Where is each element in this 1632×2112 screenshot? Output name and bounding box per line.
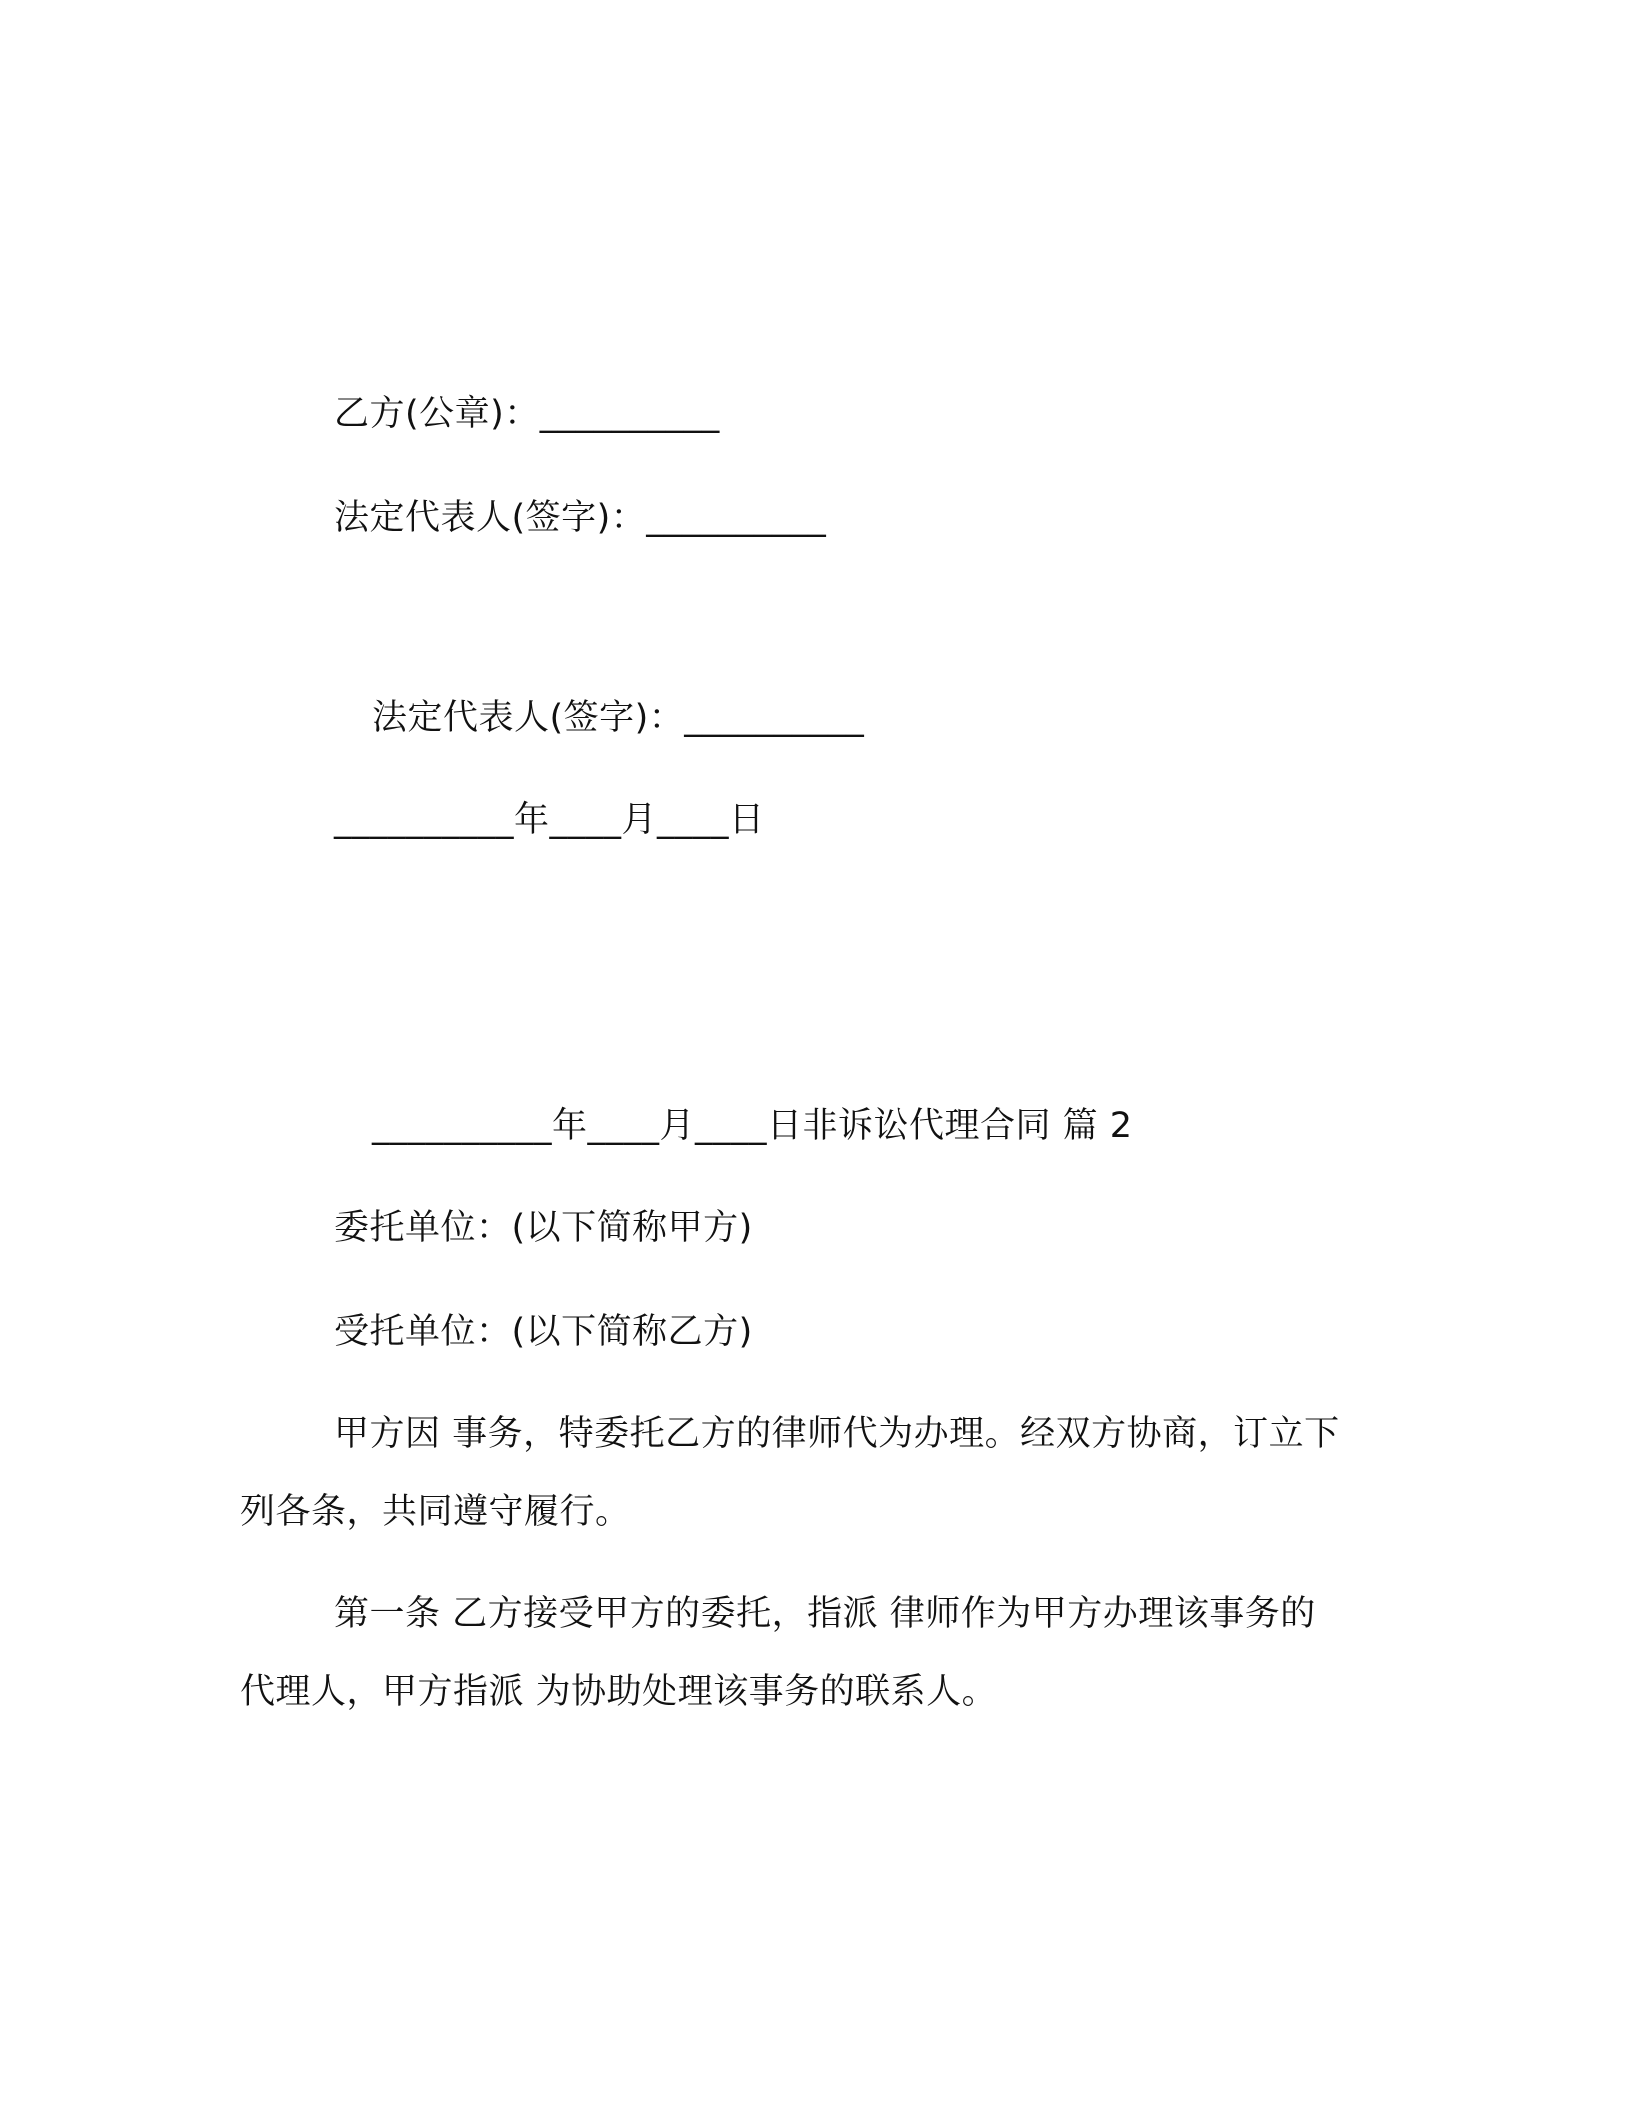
article-1-line-2: 代理人，甲方指派 为协助处理该事务的联系人。 xyxy=(240,1672,998,1712)
party-b-seal-line: 乙方(公章)：__________ xyxy=(334,394,720,434)
article-1-line-1: 第一条 乙方接受甲方的委托，指派 律师作为甲方办理该事务的 xyxy=(334,1594,1316,1634)
paragraph-1-line-1: 甲方因 事务，特委托乙方的律师代为办理。经双方协商，订立下 xyxy=(334,1414,1340,1454)
client-unit-line: 委托单位：(以下简称甲方) xyxy=(334,1208,753,1248)
legal-representative-signature-line: 法定代表人(签字)：__________ xyxy=(334,498,827,538)
legal-representative-signature-line-2: 法定代表人(签字)：__________ xyxy=(372,698,865,738)
paragraph-1-line-2: 列各条，共同遵守履行。 xyxy=(240,1492,631,1532)
trustee-unit-line: 受托单位：(以下简称乙方) xyxy=(334,1312,753,1352)
date-line: __________年____月____日 xyxy=(334,800,765,840)
section-title: __________年____月____日非诉讼代理合同 篇 2 xyxy=(372,1106,1133,1146)
